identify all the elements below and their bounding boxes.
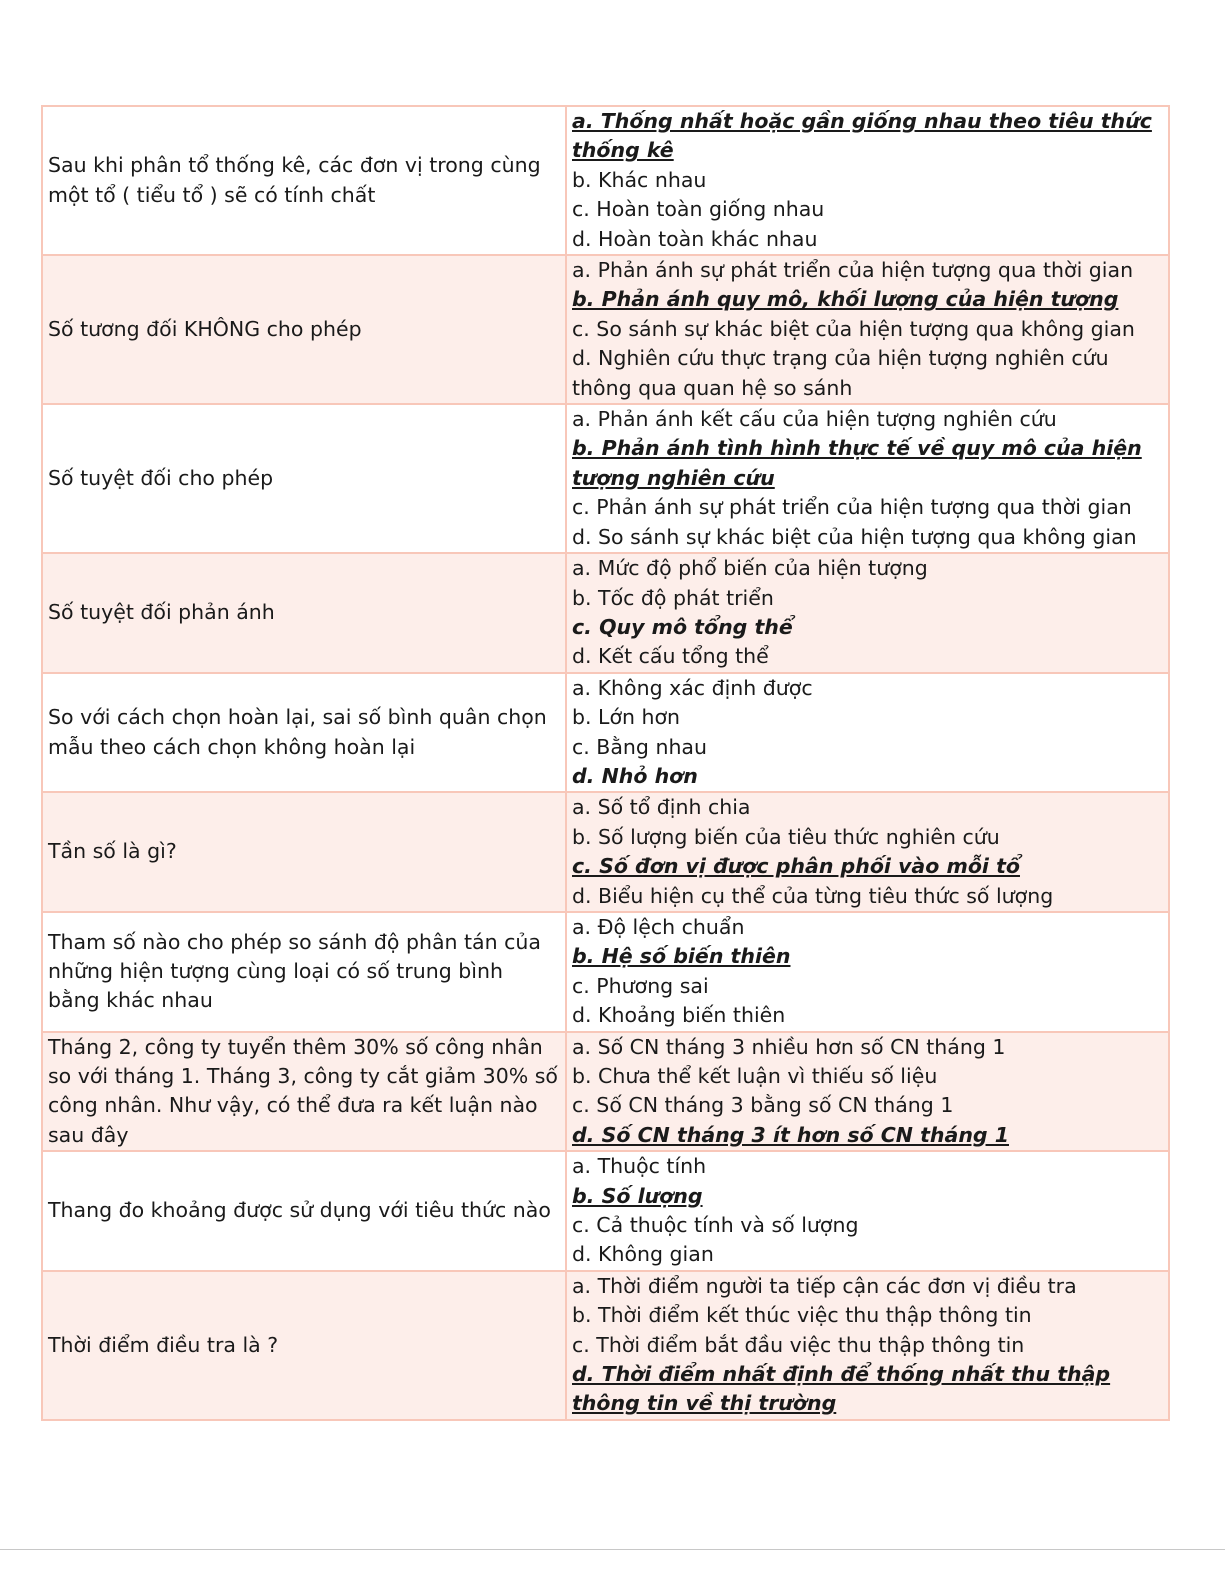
answer-option: b. Tốc độ phát triển <box>572 585 774 610</box>
question-text: Tháng 2, công ty tuyển thêm 30% số công nhân so với tháng 1. Tháng 3, công ty cắt giảm 30% số công nhân. Như vậy, có thể đưa ra kết luận nào sau đây <box>42 1032 566 1152</box>
answer-option: b. Khác nhau <box>572 167 707 192</box>
answer-option: b. Số lượng biến của tiêu thức nghiên cứu <box>572 824 1000 849</box>
correct-answer-option: a. Thống nhất hoặc gần giống nhau theo tiêu thức thống kê <box>572 109 1152 163</box>
answer-option: c. Số CN tháng 3 bằng số CN tháng 1 <box>572 1093 954 1118</box>
question-row <box>42 1271 1169 1420</box>
quiz-table <box>41 105 1170 1421</box>
question-row <box>42 673 1169 793</box>
question-row <box>42 792 1169 912</box>
correct-answer-option: b. Số lượng <box>572 1183 703 1208</box>
question-text: Thang đo khoảng được sử dụng với tiêu thức nào <box>42 1151 566 1271</box>
answer-option: b. Lớn hơn <box>572 705 681 730</box>
answer-option: b. Thời điểm kết thúc việc thu thập thông tin <box>572 1303 1032 1328</box>
question-text: Số tuyệt đối cho phép <box>42 404 566 553</box>
answer-option: d. So sánh sự khác biệt của hiện tượng qua không gian <box>572 524 1137 549</box>
question-row <box>42 106 1169 255</box>
answer-option: d. Kết cấu tổng thể <box>572 644 769 669</box>
answer-options <box>566 912 1169 1032</box>
answer-option: c. Cả thuộc tính và số lượng <box>572 1213 859 1238</box>
answer-options <box>566 673 1169 793</box>
answer-option: a. Độ lệch chuẩn <box>572 914 745 939</box>
answer-option: c. Hoàn toàn giống nhau <box>572 197 825 222</box>
answer-option: c. Phản ánh sự phát triển của hiện tượng qua thời gian <box>572 495 1132 520</box>
question-row <box>42 255 1169 404</box>
question-row <box>42 553 1169 673</box>
correct-answer-option: b. Hệ số biến thiên <box>572 944 791 969</box>
answer-option: c. So sánh sự khác biệt của hiện tượng qua không gian <box>572 316 1135 341</box>
answer-option: a. Phản ánh sự phát triển của hiện tượng qua thời gian <box>572 258 1134 283</box>
answer-option: d. Không gian <box>572 1242 714 1267</box>
correct-answer-option: c. Quy mô tổng thể <box>572 614 793 639</box>
correct-answer-option: d. Số CN tháng 3 ít hơn số CN tháng 1 <box>572 1122 1009 1147</box>
correct-answer-option: c. Số đơn vị được phân phối vào mỗi tổ <box>572 854 1020 879</box>
answer-option: a. Mức độ phổ biến của hiện tượng <box>572 556 928 581</box>
answer-options <box>566 106 1169 255</box>
answer-option: a. Thuộc tính <box>572 1154 707 1179</box>
question-text: Tần số là gì? <box>42 792 566 912</box>
question-row <box>42 404 1169 553</box>
answer-option: c. Phương sai <box>572 973 709 998</box>
question-row <box>42 912 1169 1032</box>
question-row <box>42 1151 1169 1271</box>
page-footer-divider <box>0 1549 1225 1550</box>
answer-options <box>566 404 1169 553</box>
answer-option: c. Bằng nhau <box>572 734 707 759</box>
answer-option: a. Phản ánh kết cấu của hiện tượng nghiên cứu <box>572 407 1057 432</box>
answer-options <box>566 1271 1169 1420</box>
question-text: Thời điểm điều tra là ? <box>42 1271 566 1420</box>
question-row <box>42 1032 1169 1152</box>
answer-option: d. Biểu hiện cụ thể của từng tiêu thức số lượng <box>572 883 1054 908</box>
correct-answer-option: d. Nhỏ hơn <box>572 763 698 788</box>
answer-options <box>566 1151 1169 1271</box>
quiz-table-body <box>42 106 1169 1420</box>
answer-option: a. Số CN tháng 3 nhiều hơn số CN tháng 1 <box>572 1034 1006 1059</box>
answer-option: d. Hoàn toàn khác nhau <box>572 226 818 251</box>
answer-option: a. Thời điểm người ta tiếp cận các đơn vị điều tra <box>572 1273 1077 1298</box>
correct-answer-option: d. Thời điểm nhất định để thống nhất thu thập thông tin về thị trường <box>572 1362 1111 1416</box>
correct-answer-option: b. Phản ánh quy mô, khối lượng của hiện tượng <box>572 287 1119 312</box>
answer-options <box>566 792 1169 912</box>
answer-option: b. Chưa thể kết luận vì thiếu số liệu <box>572 1064 938 1088</box>
answer-option: c. Thời điểm bắt đầu việc thu thập thông tin <box>572 1332 1025 1357</box>
question-text: Số tuyệt đối phản ánh <box>42 553 566 673</box>
answer-options <box>566 553 1169 673</box>
question-text: So với cách chọn hoàn lại, sai số bình quân chọn mẫu theo cách chọn không hoàn lại <box>42 673 566 793</box>
question-text: Sau khi phân tổ thống kê, các đơn vị trong cùng một tổ ( tiểu tổ ) sẽ có tính chất <box>42 106 566 255</box>
answer-option: d. Khoảng biến thiên <box>572 1003 786 1028</box>
answer-option: a. Không xác định được <box>572 675 813 700</box>
answer-options <box>566 1032 1169 1152</box>
question-text: Tham số nào cho phép so sánh độ phân tán của những hiện tượng cùng loại có số trung bình bằng khác nhau <box>42 912 566 1032</box>
answer-options <box>566 255 1169 404</box>
question-text: Số tương đối KHÔNG cho phép <box>42 255 566 404</box>
answer-option: d. Nghiên cứu thực trạng của hiện tượng nghiên cứu thông qua quan hệ so sánh <box>572 346 1109 400</box>
answer-option: a. Số tổ định chia <box>572 795 751 820</box>
correct-answer-option: b. Phản ánh tình hình thực tế về quy mô của hiện tượng nghiên cứu <box>572 436 1142 490</box>
